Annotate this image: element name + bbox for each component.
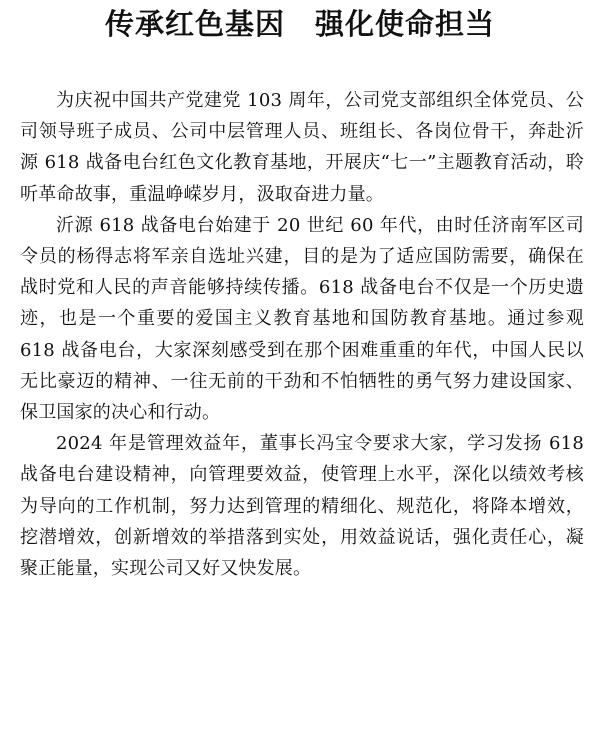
paragraph-station-history: 沂源 618 战备电台始建于 20 世纪 60 年代，由时任济南军区司令员的杨得志将军亲自选址兴建，目的是为了适应国防需要，确保在战时党和人民的声音能够持续传播。618 战备电台不仅是一个历史遗迹，也是一个重要的爱国主义教育基地和国防教育基地。通过参观 618 战备电台，大家深刻感受到在那个困难重重的年代，中国人民以无比豪迈的精神、一往无前的干劲和不怕牺牲的勇气努力建设国家、保卫国家的决心和行动。 <box>20 214 584 424</box>
article-title: 传承红色基因 强化使命担当 <box>104 7 495 41</box>
article-body <box>20 85 584 584</box>
paragraph-celebration-activity: 为庆祝中国共产党建党 103 周年，公司党支部组织全体党员、公司领导班子成员、公司中层管理人员、班组长、各岗位骨干，奔赴沂源 618 战备电台红色文化教育基地，开展庆“七一”主题教育活动，聆听革命故事，重温峥嵘岁月，汲取奋进力量。 <box>20 90 584 205</box>
paragraph-management-efficiency: 2024 年是管理效益年，董事长冯宝令要求大家，学习发扬 618 战备电台建设精神，向管理要效益，使管理上水平，深化以绩效考核为导向的工作机制，努力达到管理的精细化、规范化，将降本增效，挖潜增效，创新增效的举措落到实处，用效益说话，强化责任心，凝聚正能量，实现公司又好又快发展。 <box>20 433 584 580</box>
